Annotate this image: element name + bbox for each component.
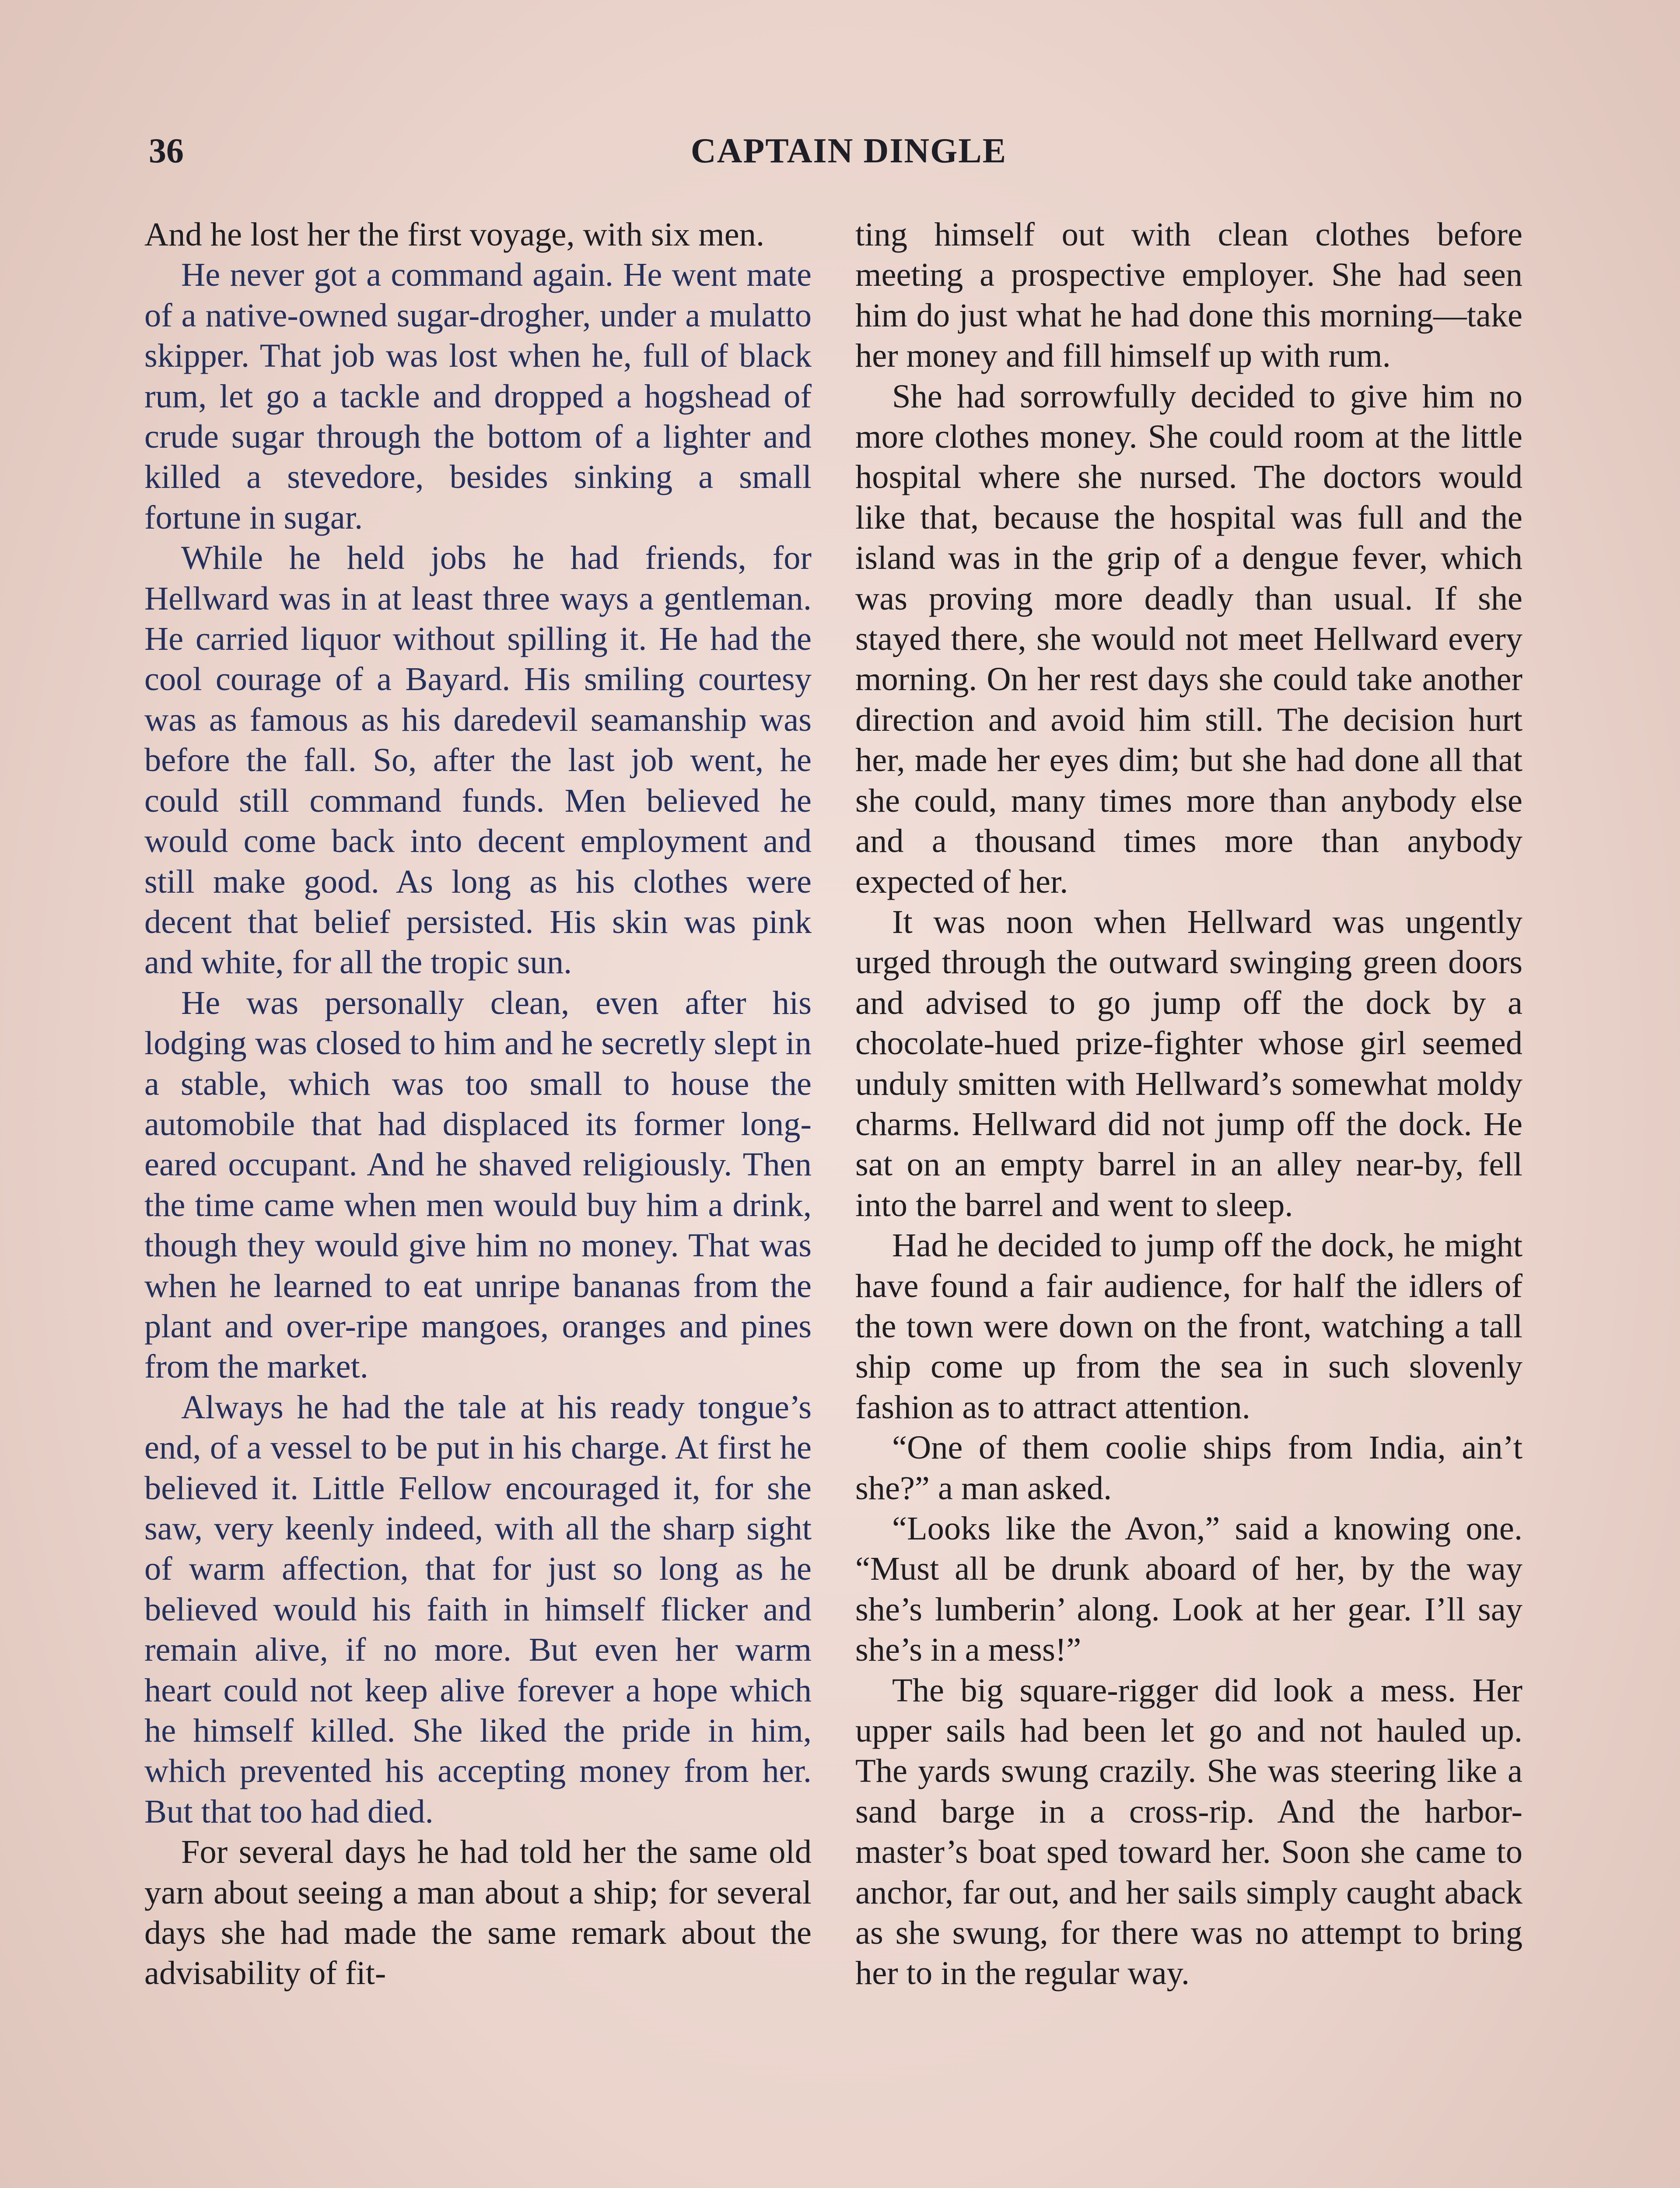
page-number: 36: [149, 132, 184, 170]
paragraph: Always he had the tale at his ready tongue’s end, of a vessel to be put in his charge. At first he believed it. Little Fellow encouraged it, for she saw, very keenly indeed, with all the sharp sight of warm affection, that for just so long as he believed would his faith in himself flicker and remain alive, if no more. But even her warm heart could not keep alive forever a hope which he himself killed. She liked the pride in him, which prevented his accepting money from her. But that too had died.: [144, 1388, 812, 1830]
paragraph: And he lost her the first voyage, with six men.: [144, 216, 765, 253]
paragraph: He never got a command again. He went mate of a native-owned sugar-drogher, under a mulatto skipper. That job was lost when he, full of black rum, let go a tackle and dropped a hogshead of crude sugar through the bottom of a lighter and killed a stevedore, besides sinking a small fortune in sugar.: [144, 256, 812, 536]
paragraph: ting himself out with clean clothes before meeting a prospective employer. She had seen him do just what he had done this morning—take her money and fill himself up with rum.: [855, 216, 1522, 375]
right-column: [855, 214, 1522, 1994]
page-header: [149, 127, 1549, 184]
paragraph: While he held jobs he had friends, for Hellward was in at least three ways a gentleman. He carried liquor without spilling it. He had the cool courage of a Bayard. His smiling courtesy was as famous as his daredevil seamanship was before the fall. So, after the last job went, he could still command funds. Men believed he would come back into decent employment and still make good. As long as his clothes were decent that belief persisted. His skin was pink and white, for all the tropic sun.: [144, 539, 812, 981]
paragraph: He was personally clean, even after his lodging was closed to him and he secretly slept in a stable, which was too small to house the automobile that had displaced its former long-eared occupant. And he shaved religiously. Then the time came when men would buy him a drink, though they would give him no money. That was when he learned to eat unripe bananas from the plant and over-ripe mangoes, oranges and pines from the market.: [144, 984, 812, 1385]
paragraph: It was noon when Hellward was ungently urged through the outward swinging green doors and advised to go jump off the dock by a chocolate-hued prize-fighter whose girl seemed unduly smitten with Hellward’s somewhat moldy charms. Hellward did not jump off the dock. He sat on an empty barrel in an alley near-by, fell into the barrel and went to sleep.: [855, 903, 1522, 1224]
paragraph: “Looks like the Avon,” said a knowing one. “Must all be drunk aboard of her, by the way she’s lumberin’ along. Look at her gear. I’ll say she’s in a mess!”: [855, 1510, 1522, 1669]
paragraph: Had he decided to jump off the dock, he might have found a fair audience, for half the idlers of the town were down on the front, watching a tall ship come up from the sea in such slovenly fashion as to attract attention.: [855, 1227, 1522, 1426]
paragraph: She had sorrowfully decided to give him no more clothes money. She could room at the little hospital where she nursed. The doctors would like that, because the hospital was full and the island was in the grip of a dengue fever, which was proving more deadly than usual. If she stayed there, she would not meet Hellward every morning. On her rest days she could take another direction and avoid him still. The decision hurt her, made her eyes dim; but she had done all that she could, many times more than anybody else and a thousand times more than anybody expected of her.: [855, 377, 1522, 900]
paragraph: The big square-rigger did look a mess. Her upper sails had been let go and not hauled up. The yards swung crazily. She was steering like a sand barge in a cross-rip. And the harbor-master’s boat sped toward her. Soon she came to anchor, far out, and her sails simply caught aback as she swung, for there was no attempt to bring her to in the regular way.: [855, 1671, 1522, 1992]
left-column: [144, 214, 812, 1994]
paragraph: “One of them coolie ships from India, ain’t she?” a man asked.: [855, 1429, 1522, 1507]
running-title: CAPTAIN DINGLE: [690, 132, 1007, 170]
paragraph: For several days he had told her the same old yarn about seeing a man about a ship; for several days she had made the same remark about the advisability of fit-: [144, 1833, 812, 1992]
